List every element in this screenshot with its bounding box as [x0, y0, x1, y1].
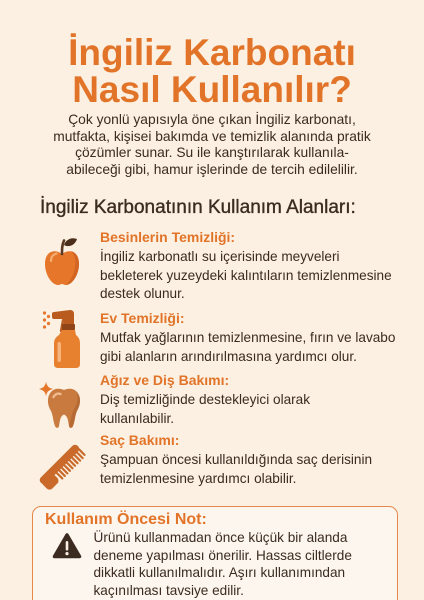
page-title: [0, 34, 424, 108]
use-item-title: Ağız ve Diş Bakımı:: [100, 372, 230, 388]
note-line: dikkatli kullanılmalıdır. Aşırı kullanımından: [93, 565, 346, 580]
intro-line: mutfakta, kişisei bakımda ve temizlik alanında pratik: [53, 128, 371, 144]
use-item-text: [100, 371, 420, 428]
use-item-description: [100, 329, 420, 366]
description-line: Diş temizliğinde destekleyici olarak: [100, 392, 311, 407]
tooth-icon: [38, 381, 84, 429]
use-item-text: [100, 228, 420, 304]
description-line: Mutfak yağlarının temizlenmesine, fırın ve lavabo: [100, 330, 396, 345]
apple-icon: [42, 236, 82, 286]
intro-line: abileceği gibi, hamur işlerinde de tercih edilelilir.: [66, 162, 358, 178]
description-line: destek olunur.: [100, 286, 185, 301]
note-title: Kullanım Öncesi Not:: [45, 510, 207, 528]
use-item-description: [100, 391, 420, 428]
use-item-text: [100, 431, 420, 488]
use-item-description: [100, 248, 420, 304]
use-item-text: [100, 309, 420, 366]
note-line: deneme yapılması önerilir. Hassas ciltlerde: [93, 547, 352, 563]
comb-icon: [38, 443, 88, 493]
section-heading: İngiliz Karbonatının Kullanım Alanları:: [40, 197, 356, 218]
use-item-description: [100, 451, 420, 488]
note-line: Ürünü kullanmadan önce küçük bir alanda: [93, 530, 348, 545]
use-item-title: Ev Temizliği:: [100, 310, 185, 326]
use-item-oral-care: [0, 371, 424, 428]
description-line: kullanılabilir.: [100, 410, 175, 426]
use-item-food-cleaning: [0, 228, 424, 304]
description-line: İngiliz karbonatlı su içerisinde meyveleri: [100, 249, 340, 264]
page-title-line-1: İngiliz Karbonatı: [68, 32, 356, 73]
spray-bottle-icon: [42, 307, 82, 369]
intro-line: çözümler sunar. Su ile kanştırılarak kullanıla-: [75, 145, 349, 161]
description-line: temizlenmesine yardımcı olabilir.: [100, 470, 297, 486]
warning-icon: [52, 532, 82, 560]
usage-note-box: [32, 506, 398, 600]
description-line: Şampuan öncesi kullanıldığında saç derisinin: [100, 452, 373, 467]
note-text: [94, 529, 352, 599]
page-title-line-2: Nasıl Kullanılır?: [72, 69, 352, 110]
use-item-hair-care: [0, 431, 424, 488]
intro-paragraph: [0, 112, 424, 179]
use-item-title: Saç Bakımı:: [100, 432, 180, 448]
use-item-title: Besinlerin Temizliği:: [100, 229, 236, 245]
description-line: gibi alanların arındırılmasına yardımcı olur.: [100, 348, 357, 364]
intro-line: Çok yonlü yapısıyla öne çıkan İngiliz karbonatı,: [68, 112, 356, 127]
use-item-home-cleaning: [0, 309, 424, 366]
note-line: kaçınılması tavsiye edilir.: [93, 582, 244, 598]
description-line: bekleterek yuzeydeki kalıntıların temizlenmesine: [100, 267, 392, 283]
